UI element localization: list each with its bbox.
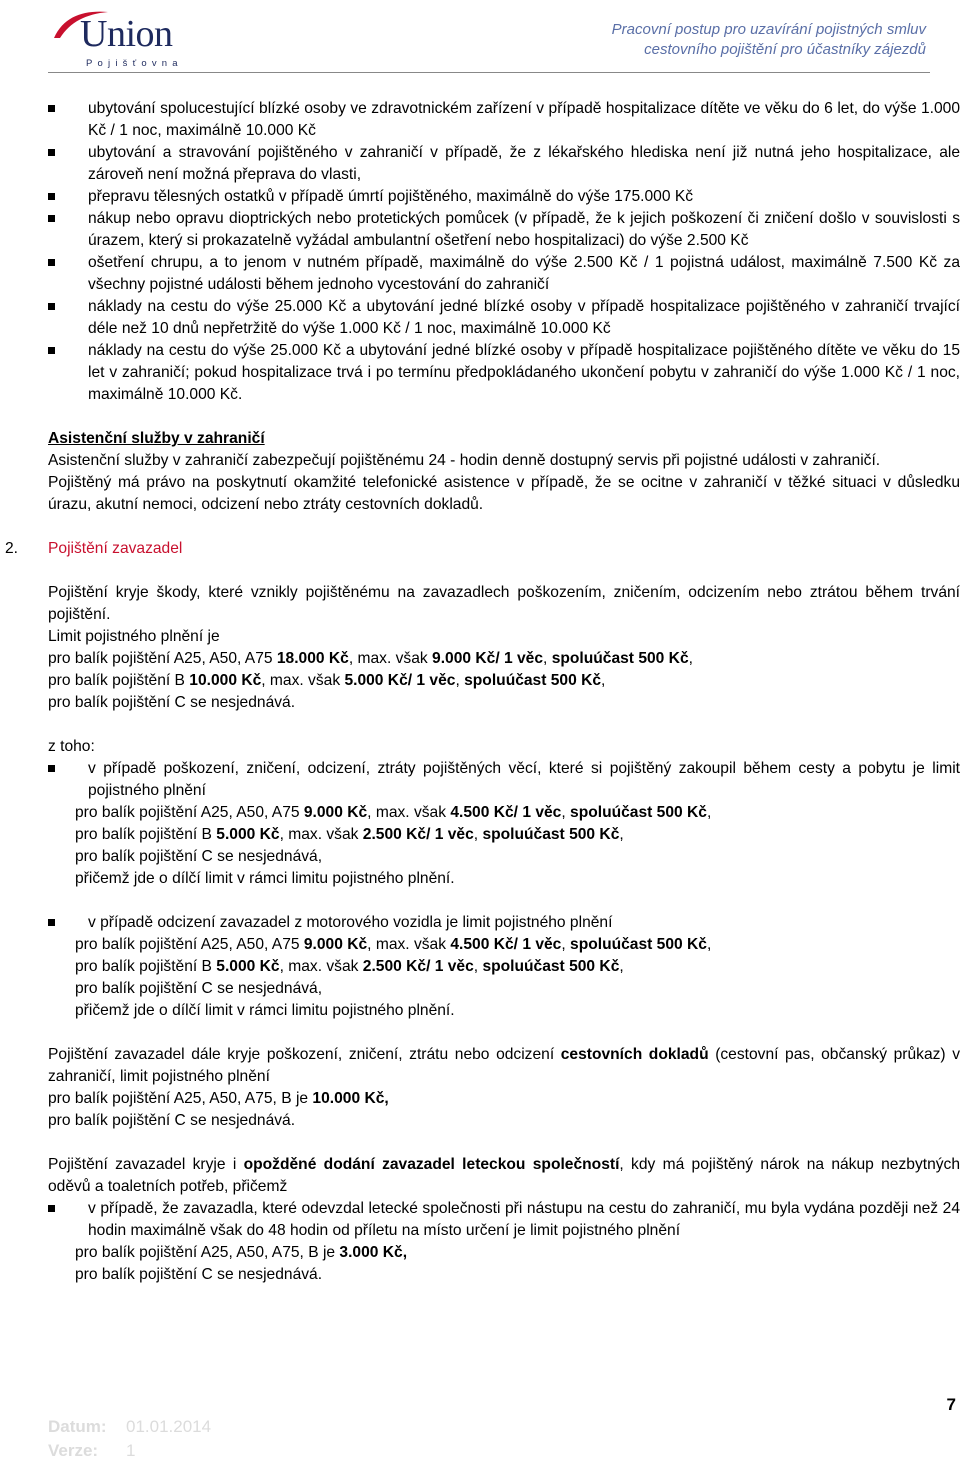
- list-item: ubytování spolucestující blízké osoby ve zdravotnickém zařízení v případě hospitalizace dítěte ve věku do 6 let, do výše 1.000 Kč / 1 noc, maximálně 10.000 Kč: [48, 98, 960, 142]
- sublimit-list-1: [48, 758, 960, 890]
- logo-wordmark: Union: [80, 13, 173, 55]
- list-item: náklady na cestu do výše 25.000 Kč a ubytování jedné blízké osoby v případě hospitalizace pojištěného dítěte ve věku do 15 let v zahraničí; pokud hospitalizace trvá i po termínu předpokládaného ukončení pobytu v zahraničí do výše 1.000 Kč / 1 noc, maximálně 10.000 Kč.: [48, 340, 960, 406]
- date-label: Datum:: [48, 1417, 107, 1436]
- list-item: ubytování a stravování pojištěného v zahraničí v případě, že z lékařského hlediska není již nutná jeho hospitalizace, ale zároveň není možná přeprava do vlasti,: [48, 142, 960, 186]
- list-item: ošetření chrupu, a to jenom v nutném případě, maximálně do výše 2.500 Kč / 1 pojistná událost, maximálně 7.500 Kč za všechny pojistné události během jednoho vycestování do zahraničí: [48, 252, 960, 296]
- version-value: 1: [126, 1441, 136, 1460]
- of-which-label: z toho:: [48, 738, 95, 755]
- sublimit-list-2: [48, 912, 960, 1022]
- late-delivery-paragraph: Pojištění zavazadel kryje i opožděné dodání zavazadel leteckou společností, kdy má pojištěný nárok na nákup nezbytných oděvů a toaletních potřeb, přičemž: [48, 1156, 960, 1195]
- document-footer: [48, 1415, 211, 1463]
- list-item: náklady na cestu do výše 25.000 Kč a ubytování jedné blízké osoby v případě hospitalizace pojištěného v zahraničí trvající déle než 10 dnů nepřetržitě do výše 1.000 Kč / 1 noc, maximálně 10.000 Kč: [48, 296, 960, 340]
- header-title-line2: cestovního pojištění pro účastníky zájezdů: [644, 41, 926, 58]
- list-item: v případě, že zavazadla, které odevzdal letecké společnosti při nástupu na cestu do zahraničí, mu byla vydána později než 24 hodin maximálně však do 48 hodin od příletu na místo určení je limit pojistného plnění pro balík pojištění A25, A50, A75, B je 3.000 Kč, pro balík pojištění C se nesjednává.: [48, 1198, 960, 1286]
- section-2-intro: Pojištění kryje škody, které vznikly pojištěnému na zavazadlech poškozením, zničením, odcizením nebo ztrátou během trvání pojištění.: [48, 584, 960, 623]
- list-item: nákup nebo opravu dioptrických nebo protetických pomůcek (v případě, že k jejich poškození či zničení došlo v souvislosti s úrazem, který si prokazatelně vyžádal ambulantní ošetření nebo hospitalizaci) do výše 2.500 Kč: [48, 208, 960, 252]
- benefits-list: [48, 98, 960, 406]
- limit-line-b: pro balík pojištění B 10.000 Kč, max. však 5.000 Kč/ 1 věc, spoluúčast 500 Kč,: [48, 672, 606, 689]
- header-divider: [48, 72, 930, 73]
- section-2-heading: [5, 538, 960, 560]
- travel-documents-limit: pro balík pojištění A25, A50, A75, B je 10.000 Kč,: [48, 1090, 389, 1107]
- section-title: Pojištění zavazadel: [48, 540, 183, 557]
- assistance-heading: Asistenční služby v zahraničí: [48, 430, 265, 447]
- document-body: [5, 98, 960, 1286]
- late-delivery-list: [48, 1198, 960, 1286]
- section-number: 2.: [5, 540, 19, 557]
- page-number: 7: [946, 1395, 956, 1414]
- header-title-line1: Pracovní postup pro uzavírání pojistných smluv: [611, 21, 926, 38]
- date-value: 01.01.2014: [126, 1417, 212, 1436]
- travel-documents-c: pro balík pojištění C se nesjednává.: [48, 1112, 296, 1129]
- list-item: přepravu tělesných ostatků v případě úmrtí pojištěného, maximálně do výše 175.000 Kč: [48, 186, 960, 208]
- version-label: Verze:: [48, 1441, 99, 1460]
- union-logo: [50, 10, 200, 70]
- limit-line-c: pro balík pojištění C se nesjednává.: [48, 694, 296, 711]
- document-header-title: [612, 20, 926, 60]
- limit-line-a: pro balík pojištění A25, A50, A75 18.000 Kč, max. však 9.000 Kč/ 1 věc, spoluúčast 500 Kč,: [48, 650, 693, 667]
- travel-documents-paragraph: Pojištění zavazadel dále kryje poškození, zničení, ztrátu nebo odcizení cestovních dokladů (cestovní pas, občanský průkaz) v zahraničí, limit pojistného plnění: [48, 1046, 960, 1085]
- list-item: v případě odcizení zavazadel z motorového vozidla je limit pojistného plnění pro balík pojištění A25, A50, A75 9.000 Kč, max. však 4.500 Kč/ 1 věc, spoluúčast 500 Kč, pro balík pojištění B 5.000 Kč, max. však 2.500 Kč/ 1 věc, spoluúčast 500 Kč, pro balík pojištění C se nesjednává, přičemž jde o dílčí limit v rámci limitu pojistného plnění.: [48, 912, 960, 1022]
- logo-subtitle: Pojišťovna: [86, 58, 183, 69]
- assistance-paragraph-1: Asistenční služby v zahraničí zabezpečují pojištěnému 24 - hodin denně dostupný servis při pojistné události v zahraničí.: [48, 452, 881, 469]
- list-item: v případě poškození, zničení, odcizení, ztráty pojištěných věcí, které si pojištěný zakoupil během cesty a pobytu je limit pojistného plnění pro balík pojištění A25, A50, A75 9.000 Kč, max. však 4.500 Kč/ 1 věc, spoluúčast 500 Kč, pro balík pojištění B 5.000 Kč, max. však 2.500 Kč/ 1 věc, spoluúčast 500 Kč, pro balík pojištění C se nesjednává, přičemž jde o dílčí limit v rámci limitu pojistného plnění.: [48, 758, 960, 890]
- limit-label: Limit pojistného plnění je: [48, 628, 220, 645]
- assistance-paragraph-2: Pojištěný má právo na poskytnutí okamžité telefonické asistence v případě, že se ocitne v zahraničí v těžké situaci v důsledku úrazu, akutní nemoci, odcizení nebo ztráty cestovních dokladů.: [48, 474, 960, 513]
